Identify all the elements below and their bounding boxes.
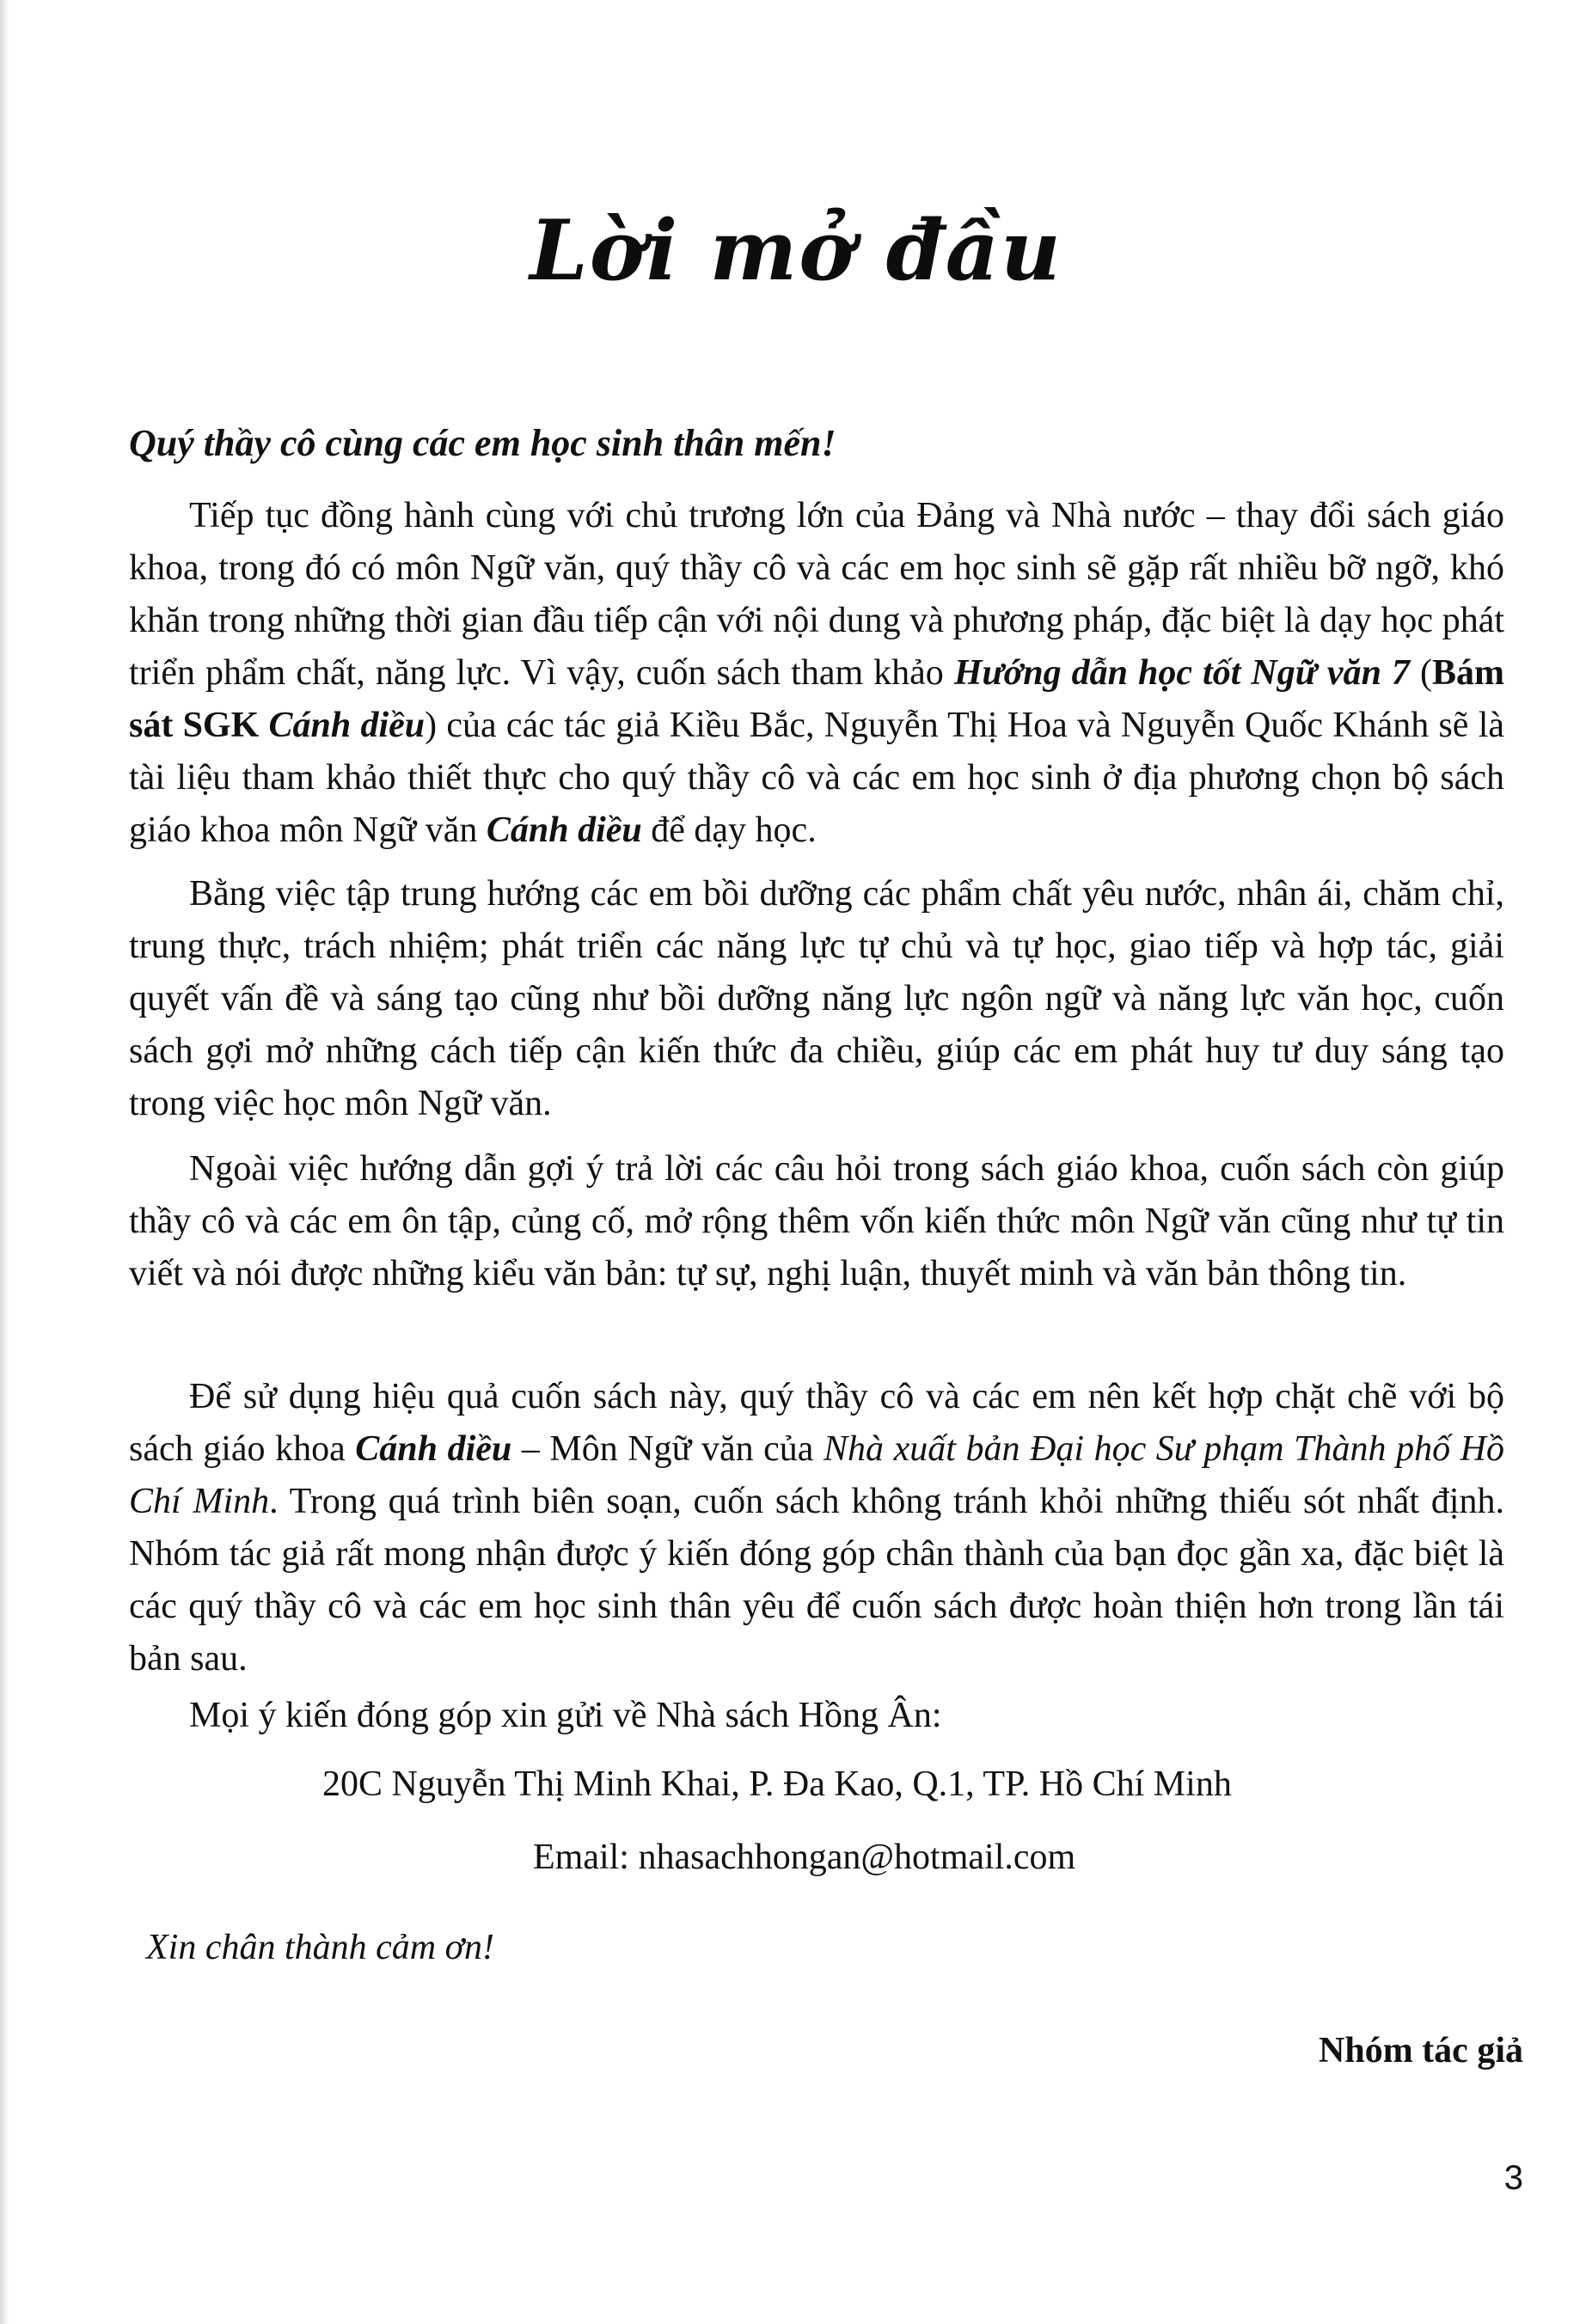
- paragraph-2: Bằng việc tập trung hướng các em bồi dưỡng các phẩm chất yêu nước, nhân ái, chăm chỉ, trung thực, trách nhiệm; phát triển các năng lực tự chủ và tự học, giao tiếp và hợp tác, giải quyết vấn đề và sáng tạo cũng như bồi dưỡng năng lực ngôn ngữ và năng lực văn học, cuốn sách gợi mở những cách tiếp cận kiến thức đa chiều, giúp các em phát huy tư duy sáng tạo trong việc học môn Ngữ văn.: [129, 874, 1504, 1123]
- book-title: Hướng dẫn học tốt Ngữ văn 7: [953, 653, 1410, 693]
- greeting: Quý thầy cô cùng các em học sinh thân mến!: [129, 422, 836, 464]
- paragraph-1: Tiếp tục đồng hành cùng với chủ trương lớn của Đảng và Nhà nước – thay đổi sách giáo khoa, trong đó có môn Ngữ văn, quý thầy cô và các em học sinh sẽ gặp rất nhiều bỡ ngỡ, khó khăn trong những thời gian đầu tiếp cận với nội dung và phương pháp, đặc biệt là dạy học phát triển phẩm chất, năng lực. Vì vậy, cuốn sách tham khảo Hướng dẫn học tốt Ngữ văn 7 (Bám sát SGK Cánh diều) của các tác giả Kiều Bắc, Nguyễn Thị Hoa và Nguyễn Quốc Khánh sẽ là tài liệu tham khảo thiết thực cho quý thầy cô và các em học sinh ở địa phương chọn bộ sách giáo khoa môn Ngữ văn Cánh diều để dạy học.: [129, 496, 1504, 850]
- contact-intro: Mọi ý kiến đóng góp xin gửi về Nhà sách Hồng Ân:: [189, 1696, 942, 1735]
- page-title: Lời mở đầu: [530, 202, 1062, 299]
- paragraph-4: Để sử dụng hiệu quả cuốn sách này, quý thầy cô và các em nên kết hợp chặt chẽ với bộ sách giáo khoa Cánh diều – Môn Ngữ văn của Nhà xuất bản Đại học Sư phạm Thành phố Hồ Chí Minh. Trong quá trình biên soạn, cuốn sách không tránh khỏi những thiếu sót nhất định. Nhóm tác giả rất mong nhận được ý kiến đóng góp chân thành của bạn đọc gần xa, đặc biệt là các quý thầy cô và các em học sinh thân yêu để cuốn sách được hoàn thiện hơn trong lần tái bản sau.: [129, 1377, 1504, 1679]
- thanks-line: Xin chân thành cảm ơn!: [146, 1928, 495, 1967]
- publisher-name: Nhà xuất bản Đại học Sư phạm Thành phố Hồ Chí Minh: [129, 1429, 1504, 1521]
- page-number: 3: [1503, 2159, 1523, 2197]
- authors-signature: Nhóm tác giả: [1319, 2031, 1523, 2070]
- page-edge-shadow: [0, 0, 9, 2324]
- address: 20C Nguyễn Thị Minh Khai, P. Đa Kao, Q.1, TP. Hồ Chí Minh: [322, 1764, 1232, 1804]
- paragraph-3: Ngoài việc hướng dẫn gợi ý trả lời các câu hỏi trong sách giáo khoa, cuốn sách còn giúp thầy cô và các em ôn tập, củng cố, mở rộng thêm vốn kiến thức môn Ngữ văn cũng như tự tin viết và nói được những kiểu văn bản: tự sự, nghị luận, thuyết minh và văn bản thông tin.: [129, 1149, 1504, 1293]
- email-address: Email: nhasachhongan@hotmail.com: [533, 1838, 1076, 1877]
